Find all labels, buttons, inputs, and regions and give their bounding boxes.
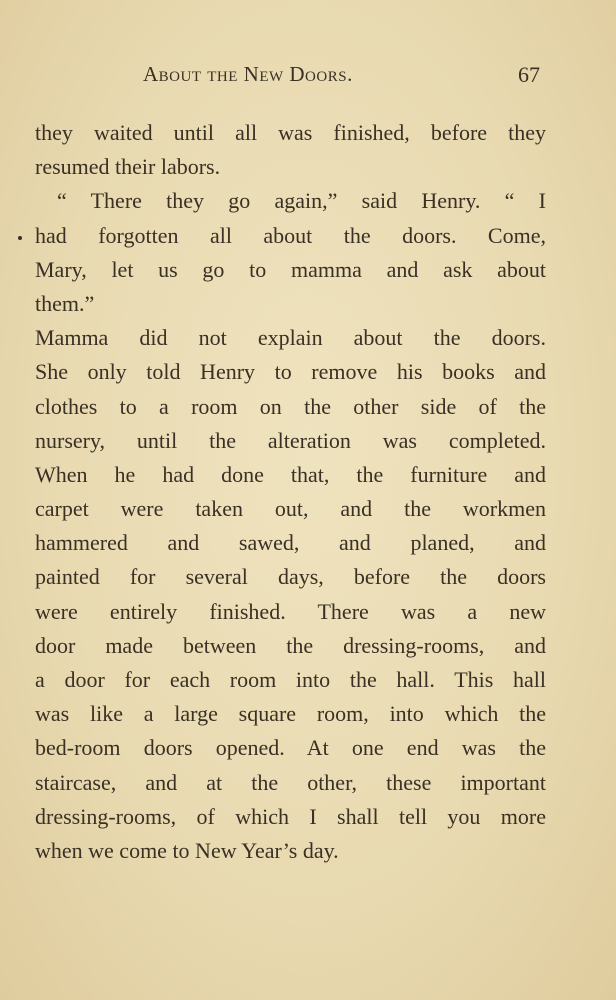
text-line: Mary, let us go to mamma and ask about — [35, 256, 546, 282]
text-line: was like a large square room, into which the — [35, 701, 546, 727]
text-line: they waited until all was finished, before they — [35, 120, 546, 145]
text-line: hammered and sawed, and planed, and — [35, 530, 546, 556]
text-line: resumed their labors. — [35, 154, 221, 180]
running-title: About the New Doors. — [143, 62, 353, 86]
body-text — [35, 116, 546, 868]
text-line: nursery, until the alteration was completed. — [35, 427, 546, 453]
text-line: carpet were taken out, and the workmen — [35, 496, 546, 522]
text-line: dressing-rooms, of which I shall tell you more — [35, 803, 546, 829]
text-line: had forgotten all about the doors. Come, — [35, 222, 546, 248]
running-header — [0, 62, 616, 92]
text-line: “ There they go again,” said Henry. “ I — [57, 188, 546, 214]
text-line: When he had done that, the furniture and — [35, 461, 546, 487]
text-line: staircase, and at the other, these important — [35, 769, 546, 795]
text-line: clothes to a room on the other side of the — [35, 393, 546, 419]
text-line: bed-room doors opened. At one end was the — [35, 735, 546, 761]
text-line: a door for each room into the hall. This hall — [35, 667, 546, 692]
text-line: Mamma did not explain about the doors. — [35, 325, 546, 351]
text-line: She only told Henry to remove his books and — [35, 359, 546, 385]
text-line: when we come to New Year’s day. — [35, 837, 339, 863]
text-line: them.” — [35, 290, 95, 316]
page-number: 67 — [518, 62, 540, 87]
text-line: painted for several days, before the doors — [35, 564, 546, 590]
text-line: were entirely finished. There was a new — [35, 598, 546, 624]
text-line: door made between the dressing-rooms, and — [35, 632, 546, 658]
ink-mark — [18, 236, 22, 240]
